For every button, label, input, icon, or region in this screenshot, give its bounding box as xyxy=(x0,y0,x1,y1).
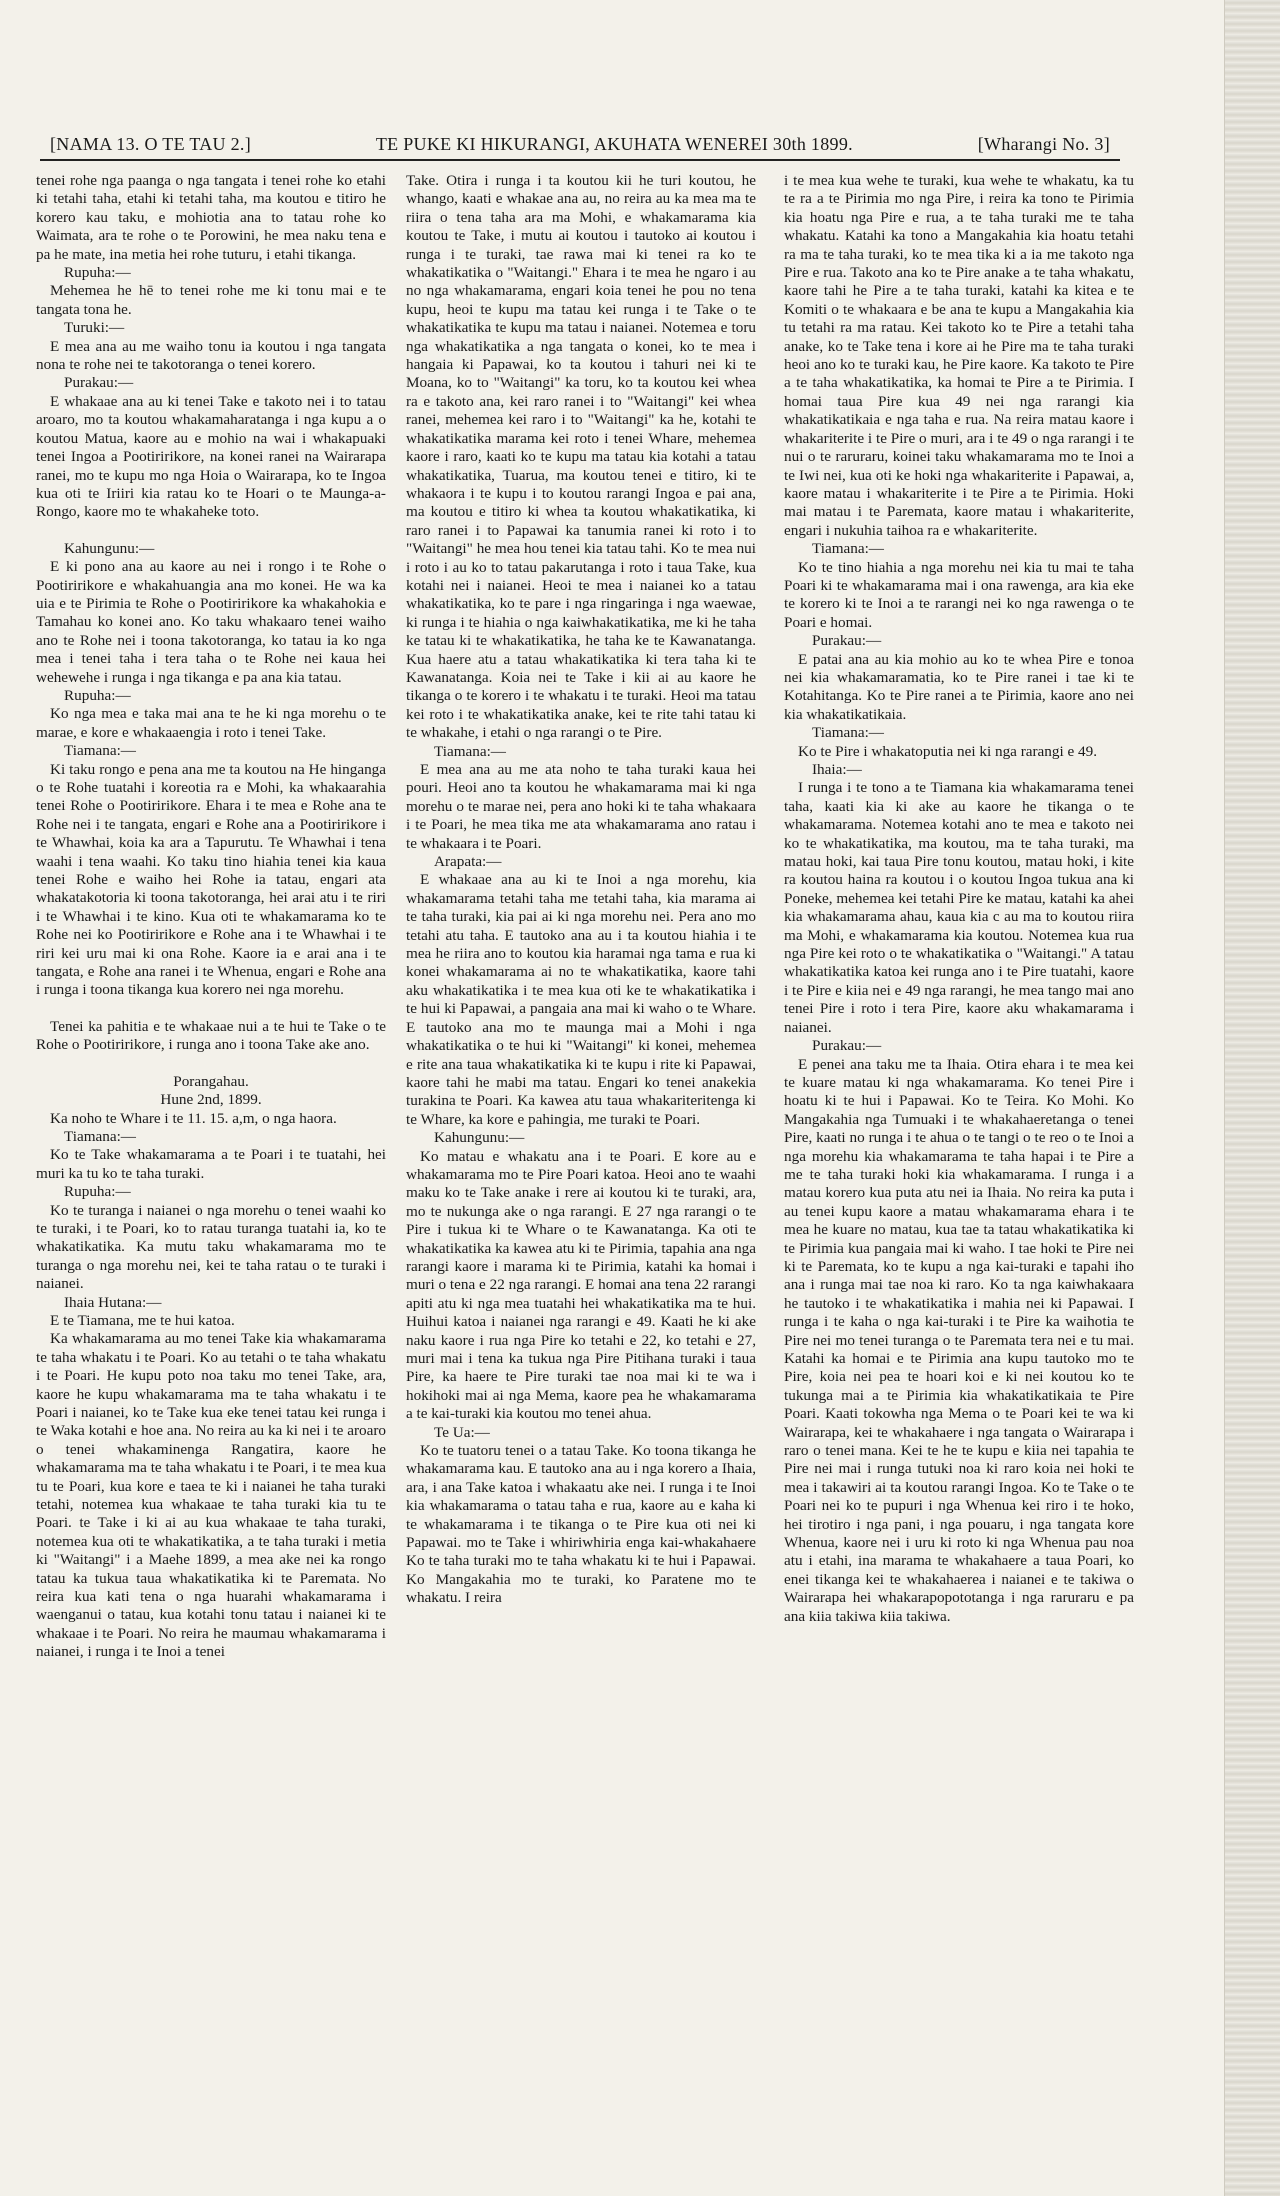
paragraph: Ko matau e whakatu ana i te Poari. E kore au e whakamarama mo te Pire Poari katoa. Heoi ano te waahi maku ko te Take anake i rere ai koutou ki te turaki, ara, mo te nukunga ake o nga rarangi. E 27 nga rarangi o te Pire i tukua ki te Whare o te Kawanatanga. Ka oti te whakatikatika ka kawea atu ki te Pirimia, tapahia ana nga rarangi kaore i marama ki te Pirimia, katahi ka homai i muri o tena e 22 nga rarangi. E homai ana tena 22 rarangi apiti atu ki nga mea tuatahi hei whakatikatika ma te hui. Huihui katoa i naianei nga rarangi e 49. Kaati he ki ake naku kaore i rua nga Pire ko tetahi e 22, ko tetahi e 27, muri mai i tena ka tukua nga Pire Pitihana turaki i taua Pire, ka haere te Pire turaki tae noa mai ki te wa i hokihoki mai ai nga Mema, kaore pea he whakamarama a te kai-turaki kia koutou mo tenei ahua. xyxy=(406,1147,756,1423)
speaker-label: Ihaia:— xyxy=(812,761,862,778)
speaker-label: Tiamana:— xyxy=(434,742,506,760)
paragraph: Ko te Pire i whakatoputia nei ki nga rarangi e 49. xyxy=(798,742,1098,760)
paragraph: Mehemea he hē to tenei rohe me ki tonu mai e te tangata tona he. xyxy=(36,282,386,318)
paragraph: E whakaae ana au ki tenei Take e takoto nei i to tatau aroaro, mo ta koutou whakamaharatanga i nga kupu a o koutou Matua, kaore au e mohio na wai i whakapuaki tenei Ingoa a Pootiririkore, na konei ranei na Wairarapa ranei, mo te kupu mo nga Hoia o Wairarapa, ko te Ingoa kua oti te Iriiri kia ratau ko te Hoari o te Maunga-a-Rongo, kaore mo te whakaheke toto. xyxy=(36,392,386,521)
page-header xyxy=(50,125,1110,155)
column-1 xyxy=(36,172,386,1662)
dateline: Hune 2nd, 1899. xyxy=(160,1091,262,1109)
paragraph: E patai ana au kia mohio au ko te whea Pire e tonoa nei kia whakamaramatia, ko te Pire ranei i tae ki te Kotahitanga. Ko te Pire ranei a te Pirimia, kaore ano nei kia whakatikatikaia. xyxy=(784,650,1134,723)
paragraph: Ko te tuatoru tenei o a tatau Take. Ko toona tikanga he whakamarama kau. E tautoko ana au i nga korero a Ihaia, ara, i ana Take katoa i whakaatu ake nei. I runga i te Inoi kia whakamarama o tatau taha e rua, kaore au e kaha ki te whakamarama i te tikanga o te Pire kua oti nei ki Papawai. mo te Take i whiriwhiria enga kai-whakahaere Ko te taha turaki mo te taha whakatu ki te hui i Papawai. Ko Mangakahia mo te turaki, ko Paratene mo te whakatu. I reira xyxy=(406,1442,756,1607)
speaker-label: Ihaia Hutana:— xyxy=(64,1293,162,1311)
paragraph: Ko te turanga i naianei o nga morehu o tenei waahi ko te turaki, i te Poari, ko to ratau turanga tuatahi ia, ko te whakatikatika. Ka mutu taku whakamarama mo te turanga o nga morehu nei, kei te taha ratau o te turaki i naianei. xyxy=(36,1201,386,1293)
speaker-label: Turuki:— xyxy=(64,319,125,337)
column-3 xyxy=(784,172,1134,1626)
paragraph: tenei rohe nga paanga o nga tangata i tenei rohe ko etahi ki tetahi taha, etahi ki tetahi taha, ma koutou e titiro he korero kau taku, e mohiotia ana to tatau rohe ko Waimata, ara te rohe o te Porowini, he mea naku tena e pa he mate, ina metia hei rohe tuturu, i etahi tikanga. xyxy=(36,172,386,263)
paragraph: Ko te Take whakamarama a te Poari i te tuatahi, hei muri ka tu ko te taha turaki. xyxy=(36,1146,386,1182)
speaker-label: Tiamana:— xyxy=(64,1127,136,1145)
speaker-label: Tiamana:— xyxy=(812,540,884,558)
speaker-label: Tiamana:— xyxy=(812,724,884,742)
header-title: TE PUKE KI HIKURANGI, AKUHATA WENEREI 30th 1899. xyxy=(375,134,853,154)
paragraph: E mea ana au me waiho tonu ia koutou i nga tangata nona te rohe nei te takotoranga o tenei korero. xyxy=(36,337,386,374)
speaker-label: Kahungunu:— xyxy=(64,539,155,557)
header-page-number: [Wharangi No. 3] xyxy=(977,134,1110,154)
paragraph: Ki taku rongo e pena ana me ta koutou na He hinganga o te Rohe tuatahi i koreotia ra e Mohi, ka whakaarahia tenei Rohe o Pootiririkore. Ehara i te mea e Rohe ana te Rohe nei i te tangata, engari e Rohe ana a Pootiririkore i te Whawhai, koia ka ara a Tapurutu. Te Whawhai i tena waahi i tena waahi. Ko taku tino hiahia tenei kia kaua tenei Rohe e waiho hei Rohe ia tatau, engari ata whakatakotoria ki toona takotoranga, hei arai atu i te riri i te Whawhai i te kino. Kua oti te whakamarama ko te Rohe nei ko Pootiririkore e Rohe ana i te Whawhai i te riri kei uru mai ki ona Rohe. Kaore ia e arai ana i te tangata, e Rohe ana ranei i te Whenua, engari e Rohe ana i runga i toona tikanga kua korero nei nga morehu. xyxy=(36,760,386,999)
speaker-label: Purakau:— xyxy=(812,1037,882,1055)
speaker-label: Arapata:— xyxy=(434,853,502,871)
header-rule xyxy=(40,159,1120,161)
speaker-label: Kahungunu:— xyxy=(434,1129,525,1147)
paragraph: Ka whakamarama au mo tenei Take kia whakamarama te taha whakatu i te Poari. Ko au tetahi o te taha whakatu i te Poari. He kupu poto noa taku mo tenei Take, ara, kaore he kupu whakamarama ma te taha whakatu i te Poari i naianei, ko te Take kua eke tenei tatau kei runga i te Waka kotahi e hoe ana. No reira au ka ki nei i te aroaro o tenei whakaminenga Rangatira, kaore he whakamarama ma te taha whakatu i te Poari, i te mea kua tu te Poari, kua kore e taea te ki i naianei he taha turaki tetahi, notemea kua whakaae te taha turaki kia tu te Poari. te Take i ki ai au kua whakaae te taha turaki, notemea kua oti te whakatikatika, a te taha turaki i metia ki "Waitangi" i a Maehe 1899, a mea ake nei ka rongo tatau ka tukua taua whakatikatika ki te Paremata. No reira kua kati tena o nga huarahi whakamarama i waenganui o tatau, kua kotahi tonu tatau i naianei ki te whakaae i te Poari. No reira he maumau whakamarama i naianei, i runga i te Inoi a tenei xyxy=(36,1330,387,1661)
speaker-label: Rupuha:— xyxy=(64,686,131,704)
speaker-label: Tiamana:— xyxy=(64,742,136,760)
speaker-label: Purakau:— xyxy=(812,632,882,650)
paragraph: i te mea kua wehe te turaki, kua wehe te whakatu, ka tu te ra a te Pirimia mo nga Pire, i reira ka tono te Pirimia kia hoatu nga Pire e rua, a te taha turaki me te taha whakatu. Katahi ka tono a Mangakahia kia hoatu tetahi ra ma te taha turaki, ko te mea tika ki a ia me takoto nga Pire e rua. Takoto ana ko te Pire anake a te taha whakatu, kaore tahi he Pire a te taha turaki, katahi ka kitea e te Komiti o te whakaara e be ana te kupu a Mangakahia kia tu tetahi ra ma ratau. Kei takoto ko te Pire a tetahi taha anake, ko te Take tena i kore ai he Pire ma te taha turaki heoi ano ko te turaki kau, he Pire kaore. Ka takoto te Pire a te taha whakatikatika, ka homai te Pire a te Pirimia. I homai taua Pire kua 49 nei nga rarangi kia whakatikatikaia e nga taha e rua. Na reira matau kaore i whakariterite i te Pire o muri, ara i te 49 o nga rarangi i te nui o te raruraru, koinei taku whakamarama mo te Inoi a te Iwi nei, kua oti ke hoki nga whakariterite i Papawai, a, kaore matau i whakariterite i te Pire a te Pirimia. Hoki mai matau i te Paremata, kaore matau i whakariterite, engari i nukuhia taihoa ra e whakariterite. xyxy=(784,172,1134,539)
column-2 xyxy=(406,172,756,1608)
paragraph: Ka noho te Whare i te 11. 15. a,m, o nga haora. xyxy=(50,1109,337,1127)
speaker-label: Rupuha:— xyxy=(64,264,131,282)
speaker-label: Rupuha:— xyxy=(64,1183,131,1201)
paragraph: I runga i te tono a te Tiamana kia whakamarama tenei taha, kaati kia ki ake au kaore he tikanga o te whakamarama. Notemea kotahi ano te mea e takoto nei ko te whakatikatika, ma koutou, ma te taha turaki, ma matau hoki, kai taua Pire tonu koutou, matau hoki, i kite ra koutou haina ra koutou i o koutou Ingoa tukua ana ki Poneke, mehemea kei tetahi Pire ke matau, katahi ka ahei kia whakamarama ahau, kaua kia c au ma to koutou riira ma Mohi, e whakamarama kia koutou. Notemea kua rua nga Pire kei roto o te whakatikatika o "Waitangi." A tatau whakatikatika katoa kei runga ano i te Pire tuatahi, kaore i te Pire e kiia nei e 49 nga rarangi, he mea tango mai ano tenei Pire i roto i tera Pire, kaore aku whakamarama i naianei. xyxy=(784,779,1134,1036)
paragraph: E te Tiamana, me te hui katoa. xyxy=(50,1311,235,1329)
header-issue: [NAMA 13. O TE TAU 2.] xyxy=(50,134,251,154)
paragraph: E ki pono ana au kaore au nei i rongo i te Rohe o Pootiririkore e whakahuangia ana mo konei. He wa ka uia e te Pirimia te Rohe o Pootiririkore ka whakahokia e Tamahau ko konei ano. Ko taku whakaaro tenei waiho ano te Rohe nei i toona takotoranga, ko tatau ia ko nga mea i tenei taha i tera taha o te Rohe nei kaua hei wehewehe i runga i nga tikanga e pa ana kia tatau. xyxy=(36,558,386,686)
paragraph: Take. Otira i runga i ta koutou kii he turi koutou, he whango, kaati e whakae ana au, no reira au ka mea ma te riira o tena taha ara ma Mohi, e whakamarama kia koutou te Take, i mutu ai koutou i tautoko ai koutou i runga i te turaki, tae rawa mai ki tenei ra ko te whakatikatika o "Waitangi." Ehara i te mea he ngaro i au no nga whakamarama, engari koia tenei he pou no tena kupu, heoi te kupu ma tatau kei runga i te Take o te whakatikatika te kupu ma tatau i naianei. Notemea e toru nga whakatikatika a nga tangata o konei, ko te mea i hangaia ki Papawai, ko ta koutou i tahuri nei ki te Moana, ko to "Waitangi" ka toru, ko ta koutou kei whea ra e takoto ana, kei raro ranei i to "Waitangi" kei whea ranei, mehemea kei raro i to "Waitangi" ka he, kotahi te whakatikatika marama kei roto i tenei Whare, mehemea kaore i raro, kaati ko te kupu ma tatau kia kotahi a tatau whakatikatika, Tuarua, ma koutou tenei e titiro, ki te whakaora i te kupu i to koutou rarangi Ingoa e pai ana, ma koutou e titiro ki whea ta koutou whakatikatika, ki raro ranei i to Papawai ka tanumia ranei ki roto i to "Waitangi" he mea hou tenei kia tatau tahi. Ko te mea nui i roto i au ko to tatau pakarutanga i roto i taua Take, kua kotahi nei i naianei. Heoi te mea i naianei ko a tatau whakatikatika, ko te pare i nga ringaringa i nga waewae, ki runga i te hiahia o nga kaiwhakatikatika, me ki he taha ke tatau ki te whakatikatika, he taha ke te Kawanatanga. Kua haere atu a tatau whakatikatika ki tera taha ki te Kawanatanga. Koia nei te Take i kii ai au kaore he tikanga o te korero i te whakatu i te turaki. Heoi ma tatau kei roto i te whakatikatika anake, kei te rite tahi tatau ki te whakahe, i etahi o nga rarangi o te Pire. xyxy=(406,172,756,742)
paragraph: E penei ana taku me ta Ihaia. Otira ehara i te mea kei te kuare matau ki nga whakamarama. Ko tenei Pire i hoatu ki te hui i Papawai. Ko te Teira. Ko Mohi. Ko Mangakahia nga Tumuaki i te whakahaeretanga o tenei Pire, kaati no runga i te ahua o te tangi o te reo o te Inoi a nga morehu kia whakamarama te taha hapai i te Pire a me te taha turaki hoki kia whakamarama. I runga i a matau korero kua puta atu nei ia Ihaia. No reira ka puta i au tenei kupu kaore a matau whakamarama ehara i te mea he kuare no matau, kua tae ta tatau whakatikatika ki te Pirimia kua pangaia mai ki waho. I tae hoki te Pire nei ki te Paremata, ko te kupu a nga kai-turaki e tapahi iho ana i runga mai tae noa ki raro. Ko ta nga kaiwhakaara he tautoko i te whakatikatika i mahia nei ki Papawai. I runga i te kaha o nga kai-turaki i te Pire ka waihotia te Pire nei mo tenei turanga o te Paremata tera nei e tu mai. Katahi ka homai e te Pirimia ana kupu tautoko mo te Pire, koia nei pea te hoari koi e ki nei koutou ko te tukunga mai a te Pirimia kia whakatikatikaia te Pire Poari. Kaati tokowha nga Mema o te Poari kei te wa ki Wairarapa, kei te whakahaere i nga tangata o Wairarapa i raro o tenei mana. Kei te he te kupu e kiia nei tapahia te Pire nei mai i runga tutuki noa ki raro koia nei hoki te mea i takawiri ai ta koutou rarangi Ingoa. Ko te Take o te Poari nei ko te pupuri i nga Whenua kei riro i te hoko, hei tirotiro i nga pani, i nga pouaru, i nga tangata kore Whenua, kaore nei i uru ki roto ki nga Whenua pau noa atu i etahi, ina marama te whakahaere a taua Poari, ko enei tikanga kei te whakahaerea i naianei e te takiwa o Wairarapa hei whakarapopototanga i nga raruraru e pa ana kiia takiwa kiia takiwa. xyxy=(784,1055,1134,1625)
paragraph: E whakaae ana au ki te Inoi a nga morehu, kia whakamarama tetahi taha me tetahi taha, kia marama ai te taha turaki, kia pai ai ki nga morehu nei. Pera ano mo tetahi atu taha. E tautoko ana au i ta koutou hiahia i te mea he riira ano to koutou kia haramai nga tama e rua ki konei whakamarama ai no te whakatikatika, kaore tahi aku whakatikatika i te mea kua oti ke te whakatikatika i te hui ki Papawai, a pangaia ana mai ki waho o te Whare. E tautoko ana mo te maunga mai a Mohi i nga whakatikatika o te hui ki "Waitangi" ki konei, mehemea e rite ana taua whakatikatika ki te kupu i rite ki Papawai, kaore tahi he mabi ma tatau. Engari ko tenei anakekia turakina te Poari. Ka kawea atu taua whakariteritenga ki te Whare, ka kore e pahingia, me turaki te Poari. xyxy=(406,871,756,1128)
page-edge xyxy=(1224,0,1280,2196)
paragraph: Ko te tino hiahia a nga morehu nei kia tu mai te taha Poari ki te whakamarama mai i ona rawenga, ara kia eke te korero ki te Inoi a te rarangi nei ko nga rawenga o te Poari e homai. xyxy=(784,558,1134,631)
paragraph: E mea ana au me ata noho te taha turaki kaua hei pouri. Heoi ano ta koutou he whakamarama mai ki nga morehu o te marae nei, pera ano hoki ki te taha whakaara i te Poari, he mea tika me ata whakamarama ano ratau i te whakaara i te Poari. xyxy=(406,761,756,852)
paragraph: Tenei ka pahitia e te whakaae nui a te hui te Take o te Rohe o Pootiririkore, i runga ano i toona Take ake ano. xyxy=(36,1017,386,1054)
speaker-label: Purakau:— xyxy=(64,374,134,392)
dateline: Porangahau. xyxy=(173,1072,249,1090)
speaker-label: Te Ua:— xyxy=(434,1423,490,1441)
paragraph: Ko nga mea e taka mai ana te he ki nga morehu o te marae, e kore e whakaaengia i roto i tenei Take. xyxy=(36,705,386,741)
